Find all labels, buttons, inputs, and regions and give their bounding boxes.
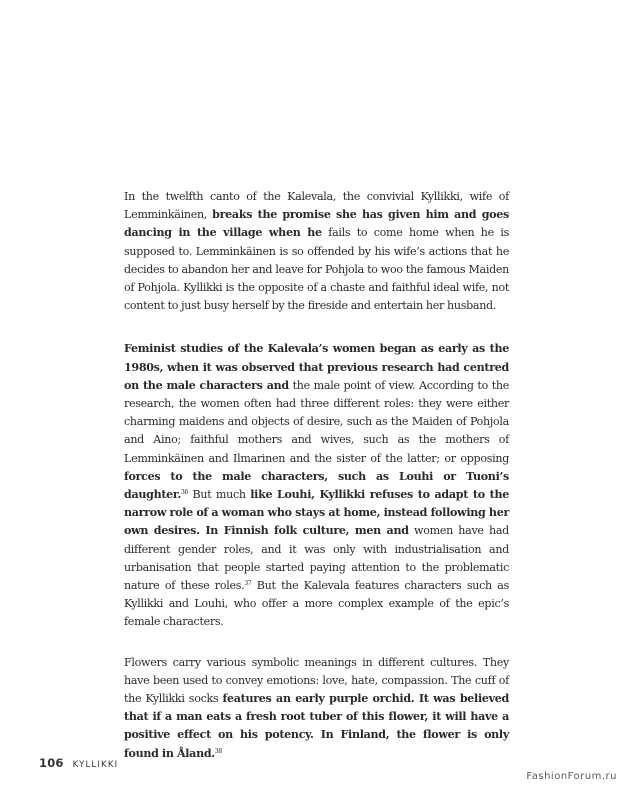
bold-text-run: breaks the promise she has given him and goes dancing in the village when he (124, 208, 509, 240)
page-footer (39, 752, 118, 771)
text-run: the male point of view. According to the research, the women often had three different roles: they were either charming maidens and objects of desire, such as the Maiden of Pohjola and Aino; faithful mothers and wives, such as the mothers of Lemminkäinen and Ilmarinen and the sister of the latter; or opposing (124, 378, 509, 465)
paragraph-kalevala-canto (124, 188, 509, 315)
watermark: FashionForum.ru (526, 771, 617, 782)
paragraph-feminist-studies (124, 340, 509, 631)
text-run: But much (188, 488, 251, 502)
text-run: In the twelfth canto of the Kalevala, the convivial Kyllikki, wife of Lemminkäinen, (124, 190, 509, 222)
bold-text-run: features an early purple orchid. It was believed that if a man eats a fresh root tuber of this flower, it will have a positive effect on his potency. In Finland, the flower is only found in Åland. (124, 692, 509, 760)
text-run: But the Kalevala features characters such as Kyllikki and Louhi, who offer a more complex example of the epic’s female characters. (124, 579, 509, 629)
bold-text-run: forces to the male characters, such as Louhi or Tuoni’s daughter. (124, 469, 509, 502)
bold-text-run: like Louhi, Kyllikki refuses to adapt to the narrow role of a woman who stays at home, instead following her own desires. In Finnish folk culture, men and (124, 488, 509, 538)
footnote-ref: 37 (244, 580, 252, 588)
footnote-ref: 38 (214, 747, 222, 755)
bold-text-run: Feminist studies of the Kalevala’s women began as early as the 1980s, when it was observed that previous research had centred on the male characters and (124, 342, 509, 392)
running-head: KYLLIKKI (72, 760, 119, 770)
paragraph-flowers (124, 654, 509, 763)
text-run: fails to come home when he is supposed to. Lemminkäinen is so offended by his wife’s actions that he decides to abandon her and leave for Pohjola to woo the famous Maiden of Pohjola. Kyllikki is the opposite of a chaste and faithful ideal wife, not content to just busy herself by the fireside and entertain her husband. (124, 226, 509, 313)
text-run: women have had different gender roles, and it was only with industrialisation and urbanisation that people started paying attention to the problematic nature of these roles. (124, 524, 509, 593)
footnote-ref: 36 (181, 489, 189, 497)
body-text (124, 188, 509, 788)
page-number: 106 (39, 756, 64, 770)
text-run: Flowers carry various symbolic meanings in different cultures. They have been used to convey emotions: love, hate, compassion. The cuff of the Kyllikki socks (124, 655, 509, 706)
